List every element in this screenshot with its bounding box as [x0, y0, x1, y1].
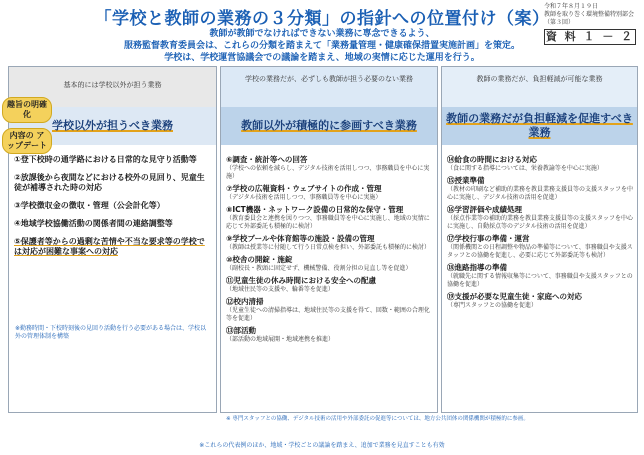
- lead-text: [0, 28, 644, 64]
- meta-session: （第３回）: [544, 19, 575, 26]
- list-item: ⑤保護者等からの過剰な苦情や不当な要求等の学校では対応が困難な事案への対応: [14, 237, 205, 256]
- list-item: ⑫校内清掃 （児童生徒への清掃指導は、地域住民等の支援を得て、回数・範囲の合理化等を促進）: [226, 297, 430, 322]
- list-item: ⑧ICT機器・ネットワーク設備の日常的な保守・管理 （教育委員会と連携を図りつつ、事務職員等を中心に実施し、地域の実情に応じて外部委託も積極的に検討）: [226, 205, 430, 230]
- list-item: ⑪児童生徒の休み時間における安全への配慮 （地域住民等の支援や、輪番等を促進）: [226, 276, 376, 293]
- list-item: ⑬部活動 （部活動の地域展開・地域連携を推進）: [226, 326, 335, 343]
- column-items: [226, 155, 433, 347]
- list-item: ⑨学校プールや体育館等の施設・設備の管理 （教師は授業等に付随して行う日常点検を担い、外部委託も積極的に検討）: [226, 234, 431, 251]
- bottom-note: ※ 専門スタッフとの協働、デジタル技術の活用や外部委託の促進等については、地方公共団体の関係機関が積極的に参画。: [226, 416, 529, 422]
- list-item: ①登下校時の通学路における日常的な見守り活動等: [14, 155, 197, 164]
- badge-update: 内容の アップデート: [2, 128, 52, 154]
- list-item: ⑲支援が必要な児童生徒・家庭への対応 （専門スタッフとの協働を促進）: [447, 292, 582, 309]
- column-head: 学校の業務だが、必ずしも教師が担う必要のない業務: [221, 67, 437, 107]
- column-head: 教師の業務だが、負担軽減が可能な業務: [442, 67, 637, 107]
- column-items: [447, 155, 633, 313]
- list-item: ④地域学校協働活動の関係者間の連絡調整等: [14, 219, 173, 228]
- lead-line-1: 教師が教師でなければできない業務に専念できるよう、: [209, 29, 435, 39]
- lead-line-2: 服務監督教育委員会は、これらの分類を踏まえて「業務量管理・健康確保措置実施計画」を策定。: [123, 41, 520, 51]
- list-item: ⑮授業準備 （教材の印刷など補助的業務を教員業務支援員等の支援スタッフを中心に実施し、デジタル技術の活用を促進）: [447, 176, 634, 201]
- list-item: ⑥調査・統計等への回答 （学校への依頼を減らし、デジタル技術を活用しつつ、事務職員を中心に実施）: [226, 155, 430, 180]
- column-banner: 学校以外が担うべき業務: [9, 107, 216, 145]
- list-item: ⑩校舎の開錠・施錠 （副校長・教頭に固定せず、機械警備、役割分担の見直し等を促進）: [226, 255, 412, 272]
- column-teacher-reduce: [441, 66, 638, 413]
- column-items: [14, 155, 212, 265]
- column-banner: 教師の業務だが負担軽減を促進すべき業務: [442, 107, 637, 145]
- lead-line-3: 学校は、学校運営協議会での議論を踏まえ、地域の実情に応じた運用を行う。: [164, 53, 480, 63]
- column-non-teacher: [220, 66, 438, 413]
- column-head: 基本的には学校以外が担う業務: [9, 67, 216, 107]
- list-item: ②放課後から夜間などにおける校外の見回り、児童生徒が補導された時の対応: [14, 173, 205, 192]
- list-item: ⑯学習評価や成績処理 （採点作業等の補助的業務を教員業務支援員等の支援スタッフを中心に実施し、自動採点等のデジタル技術の活用を促進）: [447, 205, 634, 230]
- badge-clarify: 趣旨の明確化: [2, 97, 52, 123]
- footer-note: ※これらの代表例のほか、地域・学校ごとの議論を踏まえ、追加で業務を見直すことも有効: [199, 442, 445, 449]
- page-title: 「学校と教師の業務の３分類」の指針への位置付け（案）: [94, 9, 550, 29]
- column-footnote: ※勤務時間・下校時刻後の見回り活動を行う必要がある場合は、学校以外の管理体制を構築: [15, 325, 207, 340]
- column-banner: 教師以外が積極的に参画すべき業務: [221, 107, 437, 145]
- meta-date: 令和７年８月１９日: [544, 3, 599, 10]
- list-item: ③学校徴収金の徴収・管理（公会計化等）: [14, 201, 165, 210]
- list-item: ⑱進路指導の準備 （就職先に関する情報収集等について、事務職員や支援スタッフとの協働を促進）: [447, 263, 633, 288]
- list-item: ⑰学校行事の準備・運営 （関係機関との日程調整や物品の準備等について、事務職員や支援スタッフとの協働を促進し、必要に応じて外部委託等も検討）: [447, 234, 633, 259]
- meta-committee: 教師を取り巻く環境整備特別部会: [544, 11, 635, 18]
- list-item: ⑦学校の広報資料・ウェブサイトの作成・管理 （デジタル技術を活用しつつ、事務職員等を中心に実施）: [226, 184, 382, 201]
- list-item: ⑭給食の時間における対応 （食に関する指導については、栄養教諭等を中心に実施）: [447, 155, 603, 172]
- document-label: 資 料 １ － ２: [545, 30, 635, 43]
